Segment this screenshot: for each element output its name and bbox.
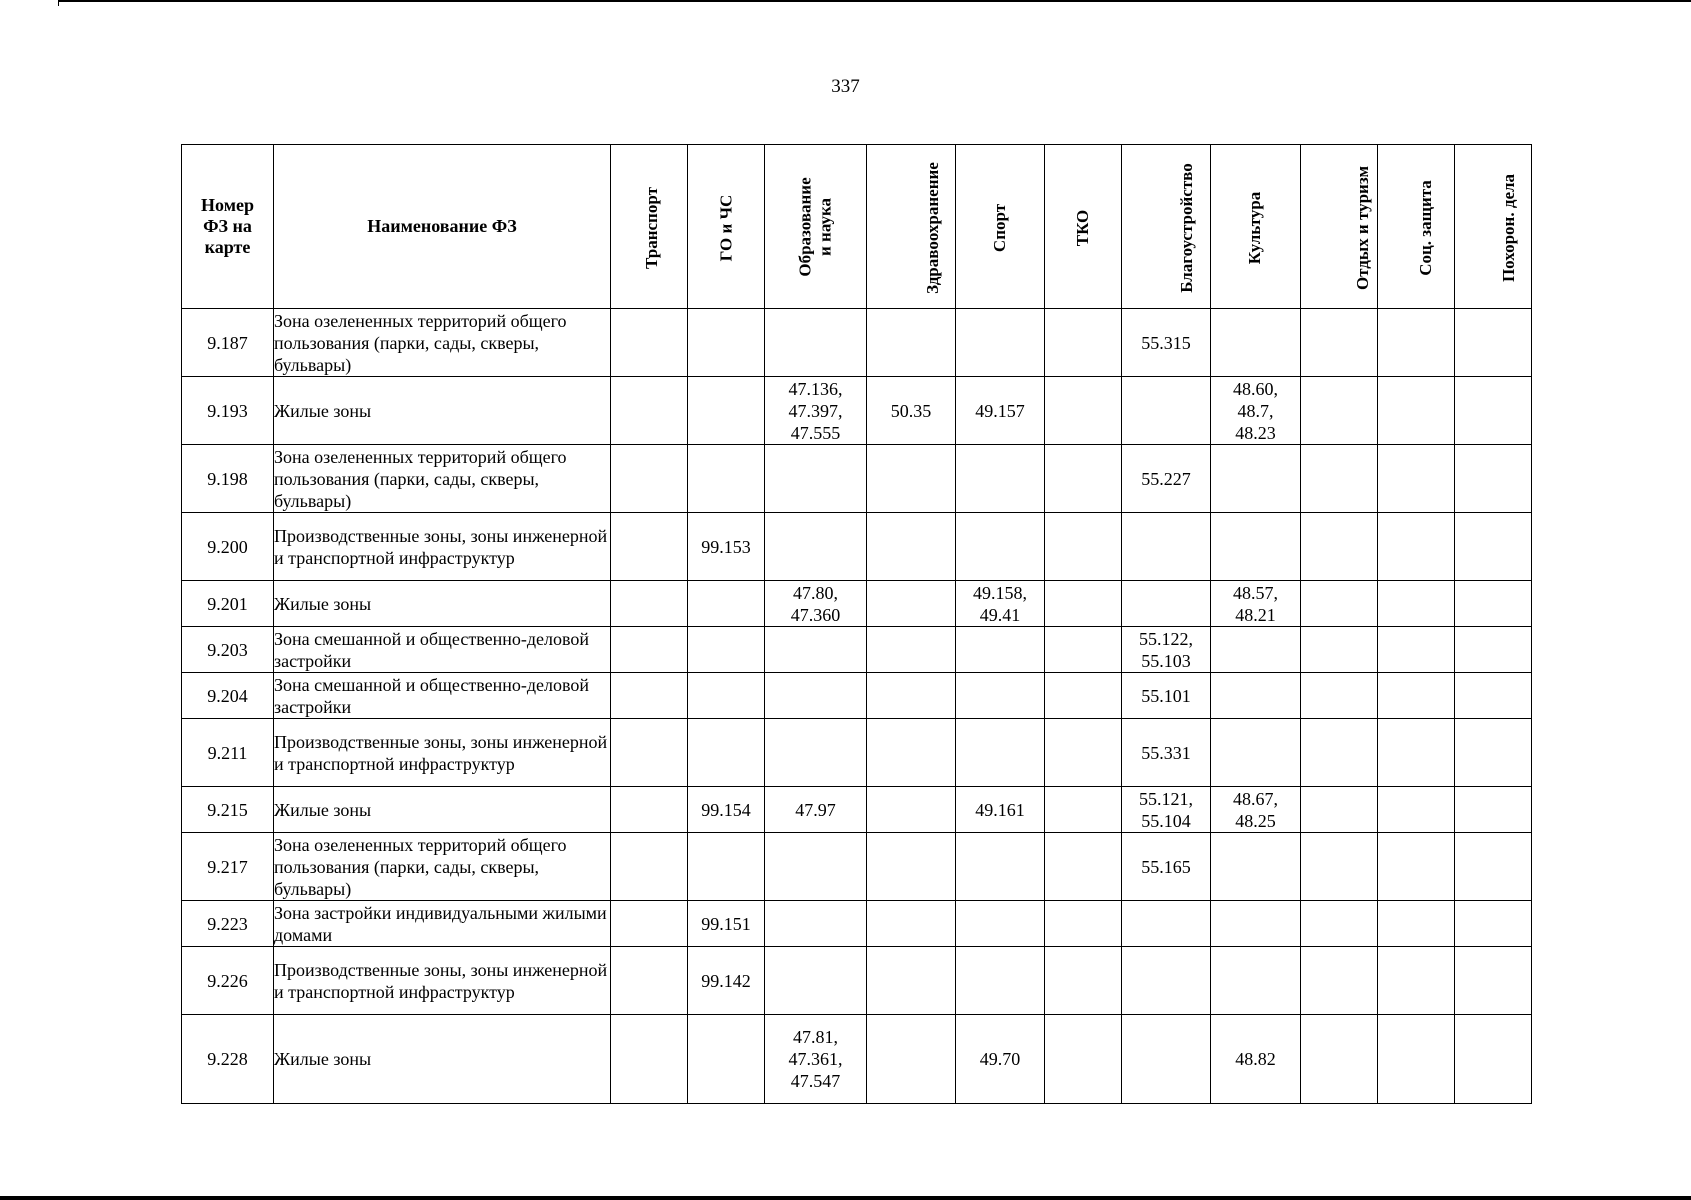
cell-improvement bbox=[1122, 833, 1211, 901]
header-education bbox=[765, 145, 867, 309]
cell-name bbox=[274, 947, 611, 1015]
cell-go-chs bbox=[688, 377, 765, 445]
cell-go-chs bbox=[688, 947, 765, 1015]
cell-improvement-text: 55.101 bbox=[1141, 685, 1191, 706]
cell-tko bbox=[1045, 901, 1122, 947]
cell-num-text: 9.203 bbox=[207, 639, 248, 660]
cell-num-text: 9.198 bbox=[207, 468, 248, 489]
cell-name bbox=[274, 581, 611, 627]
cell-funeral bbox=[1455, 581, 1532, 627]
table-row bbox=[182, 445, 1532, 513]
cell-sport bbox=[956, 581, 1045, 627]
table-row bbox=[182, 673, 1532, 719]
header-social bbox=[1378, 145, 1455, 309]
cell-education bbox=[765, 1015, 867, 1104]
cell-num-text: 9.228 bbox=[207, 1049, 248, 1069]
cell-improvement bbox=[1122, 719, 1211, 787]
cell-culture bbox=[1211, 673, 1301, 719]
cell-social bbox=[1378, 833, 1455, 901]
cell-name bbox=[274, 309, 611, 377]
cell-leisure bbox=[1301, 901, 1378, 947]
cell-funeral bbox=[1455, 1015, 1532, 1104]
cell-transport bbox=[611, 627, 688, 673]
cell-sport bbox=[956, 673, 1045, 719]
header-number-label: Номер ФЗ на карте bbox=[201, 195, 254, 257]
cell-social bbox=[1378, 627, 1455, 673]
cell-name-text: Зона застройки индивидуальными жилыми домами bbox=[274, 902, 607, 945]
cell-education-text: 47.81, 47.361, 47.547 bbox=[788, 1027, 843, 1091]
cell-name bbox=[274, 833, 611, 901]
header-leisure-label: Отдых и туризм bbox=[1353, 165, 1373, 290]
cell-transport bbox=[611, 1015, 688, 1104]
table-row bbox=[182, 513, 1532, 581]
cell-leisure bbox=[1301, 377, 1378, 445]
scan-border-top bbox=[58, 0, 1691, 2]
cell-improvement bbox=[1122, 445, 1211, 513]
cell-go-chs bbox=[688, 1015, 765, 1104]
header-improvement bbox=[1122, 145, 1211, 309]
table-row bbox=[182, 581, 1532, 627]
cell-education bbox=[765, 833, 867, 901]
cell-go-chs-text: 99.151 bbox=[701, 913, 751, 934]
cell-num bbox=[182, 833, 274, 901]
cell-name-text: Жилые зоны bbox=[274, 799, 372, 820]
cell-sport-text: 49.70 bbox=[979, 1049, 1021, 1069]
cell-culture bbox=[1211, 947, 1301, 1015]
header-education-label: Образование и наука bbox=[795, 176, 835, 277]
cell-education bbox=[765, 673, 867, 719]
header-tko bbox=[1045, 145, 1122, 309]
cell-transport bbox=[611, 719, 688, 787]
cell-social bbox=[1378, 947, 1455, 1015]
cell-tko bbox=[1045, 947, 1122, 1015]
cell-culture bbox=[1211, 513, 1301, 581]
cell-social bbox=[1378, 901, 1455, 947]
cell-health bbox=[867, 901, 956, 947]
header-social-label: Соц. защита bbox=[1415, 179, 1435, 276]
cell-tko bbox=[1045, 787, 1122, 833]
table-row bbox=[182, 787, 1532, 833]
table-row bbox=[182, 377, 1532, 445]
page-number: 337 bbox=[831, 76, 860, 97]
table-body bbox=[182, 309, 1532, 1104]
cell-improvement bbox=[1122, 627, 1211, 673]
cell-social bbox=[1378, 377, 1455, 445]
cell-health bbox=[867, 947, 956, 1015]
cell-improvement-text: 55.227 bbox=[1141, 468, 1191, 489]
cell-num bbox=[182, 377, 274, 445]
cell-num bbox=[182, 309, 274, 377]
cell-name bbox=[274, 901, 611, 947]
cell-leisure bbox=[1301, 581, 1378, 627]
cell-tko bbox=[1045, 309, 1122, 377]
cell-sport-text: 49.161 bbox=[975, 799, 1025, 820]
header-name-label: Наименование ФЗ bbox=[367, 216, 517, 236]
cell-health bbox=[867, 787, 956, 833]
cell-culture-text: 48.57, 48.21 bbox=[1233, 582, 1278, 625]
cell-education bbox=[765, 901, 867, 947]
header-sport bbox=[956, 145, 1045, 309]
header-funeral bbox=[1455, 145, 1532, 309]
cell-education bbox=[765, 947, 867, 1015]
cell-transport bbox=[611, 377, 688, 445]
cell-education bbox=[765, 719, 867, 787]
cell-go-chs-text: 99.153 bbox=[701, 536, 751, 557]
header-number bbox=[182, 145, 274, 309]
cell-go-chs bbox=[688, 787, 765, 833]
cell-sport bbox=[956, 833, 1045, 901]
cell-num-text: 9.217 bbox=[207, 856, 248, 877]
cell-num-text: 9.193 bbox=[207, 400, 248, 421]
cell-health bbox=[867, 377, 956, 445]
cell-leisure bbox=[1301, 787, 1378, 833]
cell-go-chs bbox=[688, 445, 765, 513]
header-tko-label: ТКО bbox=[1073, 209, 1092, 246]
cell-improvement-text: 55.315 bbox=[1141, 332, 1191, 353]
cell-improvement bbox=[1122, 309, 1211, 377]
cell-go-chs bbox=[688, 901, 765, 947]
cell-num bbox=[182, 901, 274, 947]
cell-num bbox=[182, 947, 274, 1015]
scan-border-left bbox=[58, 0, 59, 6]
cell-sport bbox=[956, 445, 1045, 513]
cell-health bbox=[867, 719, 956, 787]
cell-improvement bbox=[1122, 787, 1211, 833]
table-row bbox=[182, 309, 1532, 377]
cell-education bbox=[765, 787, 867, 833]
cell-go-chs-text: 99.154 bbox=[701, 799, 751, 820]
cell-num bbox=[182, 627, 274, 673]
cell-sport bbox=[956, 787, 1045, 833]
cell-culture bbox=[1211, 445, 1301, 513]
cell-health bbox=[867, 673, 956, 719]
cell-health bbox=[867, 627, 956, 673]
cell-transport bbox=[611, 445, 688, 513]
cell-num-text: 9.215 bbox=[207, 799, 248, 820]
cell-sport bbox=[956, 377, 1045, 445]
cell-funeral bbox=[1455, 445, 1532, 513]
cell-sport bbox=[956, 309, 1045, 377]
cell-sport-text: 49.158, 49.41 bbox=[973, 582, 1027, 625]
cell-num-text: 9.226 bbox=[207, 970, 248, 991]
cell-name-text: Производственные зоны, зоны инженерной и транспортной инфраструктур bbox=[274, 731, 608, 774]
cell-num bbox=[182, 581, 274, 627]
cell-education-text: 47.136, 47.397, 47.555 bbox=[788, 378, 843, 443]
cell-education bbox=[765, 513, 867, 581]
cell-name-text: Зона смешанной и общественно-деловой застройки bbox=[274, 628, 589, 671]
cell-funeral bbox=[1455, 947, 1532, 1015]
cell-name bbox=[274, 673, 611, 719]
header-transport bbox=[611, 145, 688, 309]
cell-tko bbox=[1045, 833, 1122, 901]
cell-health bbox=[867, 445, 956, 513]
cell-health-text: 50.35 bbox=[890, 400, 932, 421]
cell-tko bbox=[1045, 627, 1122, 673]
cell-go-chs bbox=[688, 513, 765, 581]
cell-sport bbox=[956, 513, 1045, 581]
cell-name-text: Зона озелененных территорий общего пользования (парки, сады, скверы, бульвары) bbox=[274, 834, 567, 899]
cell-name bbox=[274, 1015, 611, 1104]
cell-num bbox=[182, 1015, 274, 1104]
cell-education bbox=[765, 627, 867, 673]
cell-improvement-text: 55.165 bbox=[1141, 856, 1191, 877]
cell-num bbox=[182, 673, 274, 719]
table-row bbox=[182, 833, 1532, 901]
cell-num-text: 9.187 bbox=[207, 332, 248, 353]
cell-funeral bbox=[1455, 673, 1532, 719]
cell-num bbox=[182, 719, 274, 787]
cell-num bbox=[182, 513, 274, 581]
cell-tko bbox=[1045, 581, 1122, 627]
table-row bbox=[182, 1015, 1532, 1104]
cell-funeral bbox=[1455, 901, 1532, 947]
cell-name bbox=[274, 787, 611, 833]
cell-social bbox=[1378, 445, 1455, 513]
cell-transport bbox=[611, 513, 688, 581]
cell-education bbox=[765, 445, 867, 513]
cell-tko bbox=[1045, 513, 1122, 581]
cell-leisure bbox=[1301, 1015, 1378, 1104]
cell-education-text: 47.80, 47.360 bbox=[790, 582, 841, 625]
header-culture bbox=[1211, 145, 1301, 309]
cell-num-text: 9.201 bbox=[207, 593, 248, 614]
header-go-chs-label: ГО и ЧС bbox=[715, 194, 735, 261]
cell-num bbox=[182, 787, 274, 833]
cell-funeral bbox=[1455, 787, 1532, 833]
cell-improvement-text: 55.122, 55.103 bbox=[1139, 628, 1193, 671]
cell-sport bbox=[956, 719, 1045, 787]
zones-table bbox=[181, 144, 1532, 1104]
cell-name bbox=[274, 377, 611, 445]
cell-tko bbox=[1045, 1015, 1122, 1104]
cell-funeral bbox=[1455, 627, 1532, 673]
cell-social bbox=[1378, 581, 1455, 627]
cell-improvement-text: 55.331 bbox=[1141, 742, 1191, 763]
cell-education bbox=[765, 377, 867, 445]
cell-health bbox=[867, 833, 956, 901]
cell-leisure bbox=[1301, 719, 1378, 787]
cell-transport bbox=[611, 833, 688, 901]
cell-name-text: Зона озелененных территорий общего пользования (парки, сады, скверы, бульвары) bbox=[274, 310, 567, 375]
cell-culture bbox=[1211, 719, 1301, 787]
cell-go-chs bbox=[688, 581, 765, 627]
header-health-label: Здравоохранение bbox=[922, 161, 942, 294]
cell-social bbox=[1378, 309, 1455, 377]
cell-transport bbox=[611, 901, 688, 947]
cell-leisure bbox=[1301, 513, 1378, 581]
cell-transport bbox=[611, 947, 688, 1015]
cell-go-chs bbox=[688, 309, 765, 377]
cell-leisure bbox=[1301, 309, 1378, 377]
cell-social bbox=[1378, 673, 1455, 719]
cell-num bbox=[182, 445, 274, 513]
cell-improvement bbox=[1122, 377, 1211, 445]
cell-name-text: Жилые зоны bbox=[274, 400, 372, 421]
cell-culture-text: 48.82 bbox=[1235, 1049, 1276, 1069]
cell-social bbox=[1378, 1015, 1455, 1104]
table-row bbox=[182, 719, 1532, 787]
cell-tko bbox=[1045, 445, 1122, 513]
cell-sport bbox=[956, 627, 1045, 673]
cell-go-chs bbox=[688, 833, 765, 901]
cell-social bbox=[1378, 513, 1455, 581]
cell-go-chs-text: 99.142 bbox=[701, 970, 751, 991]
cell-culture-text: 48.67, 48.25 bbox=[1233, 788, 1278, 831]
cell-culture bbox=[1211, 901, 1301, 947]
cell-health bbox=[867, 581, 956, 627]
cell-improvement bbox=[1122, 947, 1211, 1015]
cell-num-text: 9.204 bbox=[207, 685, 248, 706]
cell-tko bbox=[1045, 673, 1122, 719]
cell-tko bbox=[1045, 719, 1122, 787]
cell-tko bbox=[1045, 377, 1122, 445]
cell-name-text: Жилые зоны bbox=[274, 1049, 372, 1069]
cell-leisure bbox=[1301, 445, 1378, 513]
cell-name bbox=[274, 627, 611, 673]
header-name bbox=[274, 145, 611, 309]
cell-culture bbox=[1211, 833, 1301, 901]
cell-funeral bbox=[1455, 377, 1532, 445]
cell-health bbox=[867, 309, 956, 377]
cell-culture bbox=[1211, 377, 1301, 445]
cell-name-text: Жилые зоны bbox=[274, 593, 372, 614]
header-health bbox=[867, 145, 956, 309]
cell-sport bbox=[956, 1015, 1045, 1104]
cell-improvement-text: 55.121, 55.104 bbox=[1139, 788, 1193, 831]
cell-leisure bbox=[1301, 947, 1378, 1015]
header-improvement-label: Благоустройство bbox=[1176, 162, 1196, 293]
cell-name bbox=[274, 513, 611, 581]
cell-leisure bbox=[1301, 673, 1378, 719]
cell-name bbox=[274, 719, 611, 787]
header-culture-label: Культура bbox=[1245, 191, 1265, 264]
cell-name-text: Производственные зоны, зоны инженерной и транспортной инфраструктур bbox=[274, 525, 608, 568]
table-row bbox=[182, 901, 1532, 947]
header-sport-label: Спорт bbox=[990, 203, 1009, 252]
cell-sport bbox=[956, 947, 1045, 1015]
header-go-chs bbox=[688, 145, 765, 309]
cell-culture bbox=[1211, 309, 1301, 377]
header-row bbox=[182, 145, 1532, 309]
cell-leisure bbox=[1301, 833, 1378, 901]
cell-culture bbox=[1211, 581, 1301, 627]
cell-culture bbox=[1211, 787, 1301, 833]
cell-improvement bbox=[1122, 901, 1211, 947]
cell-go-chs bbox=[688, 627, 765, 673]
cell-funeral bbox=[1455, 513, 1532, 581]
cell-transport bbox=[611, 673, 688, 719]
cell-name-text: Производственные зоны, зоны инженерной и транспортной инфраструктур bbox=[274, 959, 608, 1002]
header-transport-label: Транспорт bbox=[641, 186, 661, 269]
cell-num-text: 9.200 bbox=[207, 536, 248, 557]
cell-health bbox=[867, 513, 956, 581]
cell-improvement bbox=[1122, 581, 1211, 627]
cell-funeral bbox=[1455, 309, 1532, 377]
cell-social bbox=[1378, 719, 1455, 787]
cell-funeral bbox=[1455, 833, 1532, 901]
cell-social bbox=[1378, 787, 1455, 833]
cell-go-chs bbox=[688, 719, 765, 787]
table-row bbox=[182, 947, 1532, 1015]
cell-sport-text: 49.157 bbox=[975, 400, 1025, 421]
cell-transport bbox=[611, 787, 688, 833]
cell-name-text: Зона озелененных территорий общего пользования (парки, сады, скверы, бульвары) bbox=[274, 446, 567, 511]
cell-improvement bbox=[1122, 1015, 1211, 1104]
table-row bbox=[182, 627, 1532, 673]
cell-education-text: 47.97 bbox=[795, 799, 836, 820]
cell-name-text: Зона смешанной и общественно-деловой застройки bbox=[274, 674, 589, 717]
cell-name bbox=[274, 445, 611, 513]
cell-num-text: 9.223 bbox=[207, 913, 248, 934]
cell-go-chs bbox=[688, 673, 765, 719]
cell-num-text: 9.211 bbox=[207, 742, 248, 763]
cell-education bbox=[765, 309, 867, 377]
header-funeral-label: Похорон. дела bbox=[1499, 173, 1519, 282]
cell-improvement bbox=[1122, 673, 1211, 719]
cell-culture-text: 48.60, 48.7, 48.23 bbox=[1233, 378, 1278, 443]
cell-improvement bbox=[1122, 513, 1211, 581]
cell-culture bbox=[1211, 1015, 1301, 1104]
cell-education bbox=[765, 581, 867, 627]
cell-leisure bbox=[1301, 627, 1378, 673]
cell-sport bbox=[956, 901, 1045, 947]
scan-border-bottom bbox=[0, 1196, 1691, 1200]
cell-funeral bbox=[1455, 719, 1532, 787]
cell-transport bbox=[611, 581, 688, 627]
cell-health bbox=[867, 1015, 956, 1104]
cell-transport bbox=[611, 309, 688, 377]
header-leisure bbox=[1301, 145, 1378, 309]
cell-culture bbox=[1211, 627, 1301, 673]
